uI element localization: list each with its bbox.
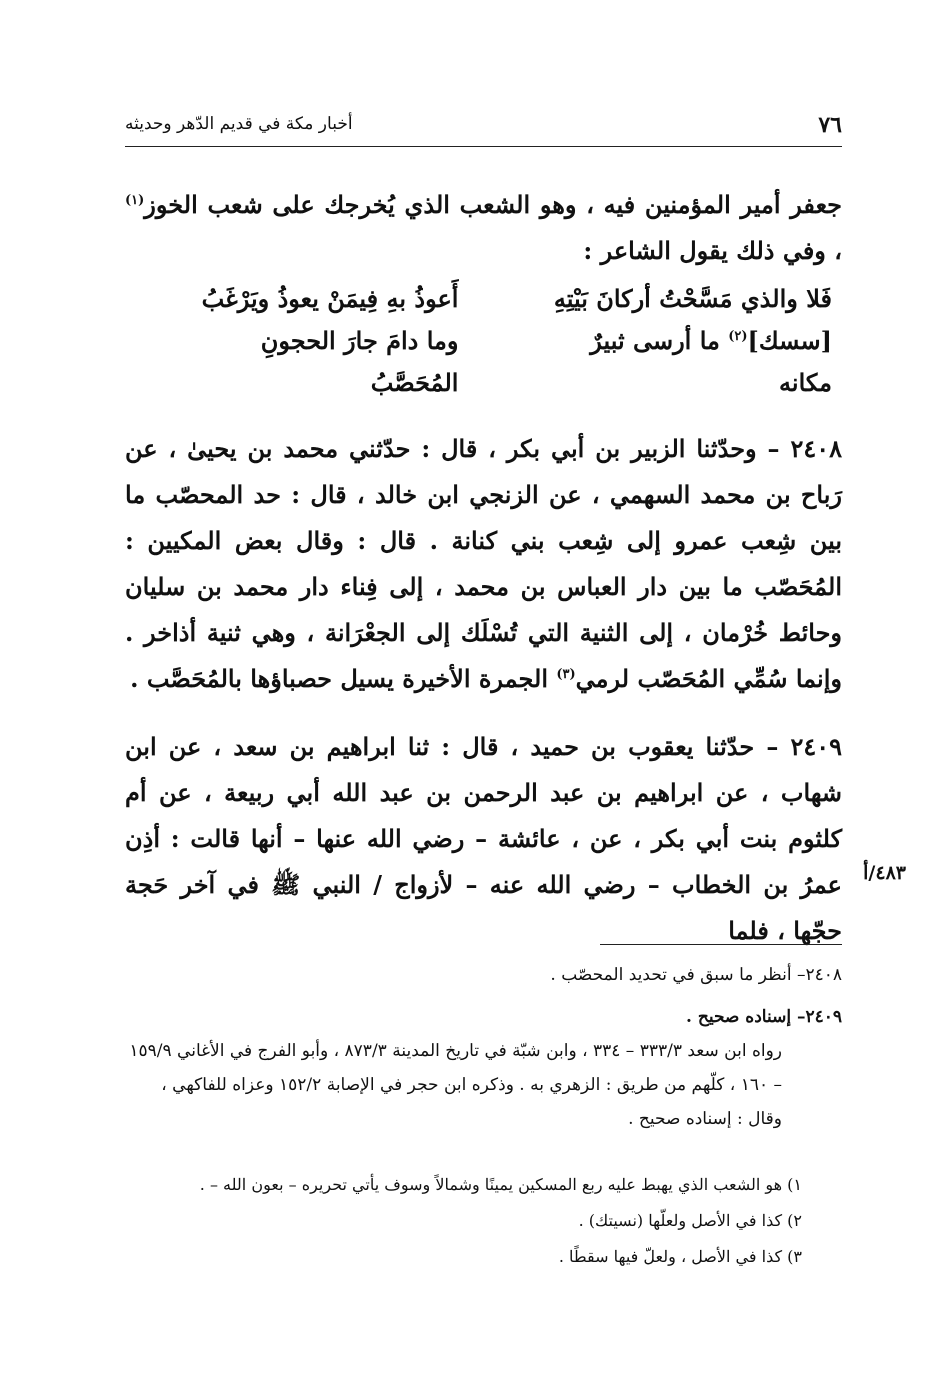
footnote-2408: ٢٤٠٨– أنظر ما سبق في تحديد المحصّب . xyxy=(550,965,842,985)
footnote-1: ١) هو الشعب الذي يهبط عليه ربع المسكين يمينًا وشمالاً وسوف يأتي تحريره – بعون الله – . xyxy=(199,1175,802,1194)
verse-1-second-hemistich: أَعوذُ بهِ فِيمَنْ يعوذُ ويَرْغَبُ xyxy=(201,284,459,313)
page-header xyxy=(125,112,842,140)
verse-1-first-hemistich: فَلا والذي مَسَّحْتُ أركانَ بَيْتِهِ xyxy=(553,284,832,313)
verse-2-bracket: [سسك] xyxy=(747,326,832,355)
verse-2-second-hemistich: وما دامَ جارَ الحجونِ المُحَصَّبُ xyxy=(260,326,459,397)
footnote-ref-3: (٣) xyxy=(556,667,576,682)
intro-text-cont: ، وفي ذلك يقول الشاعر : xyxy=(583,236,842,265)
intro-text: جعفر أمير المؤمنين فيه ، وهو الشعب الذي يُخرجك على شعب الخوز xyxy=(144,190,842,219)
header-rule xyxy=(125,146,842,147)
footnote-ref-1: (١) xyxy=(125,193,145,208)
running-title: أخبار مكة في قديم الدّهر وحديثه xyxy=(125,114,353,134)
footnotes xyxy=(125,958,842,1274)
intro-paragraph xyxy=(125,182,842,274)
verse-line-2 xyxy=(125,320,842,404)
footnote-2409-body: رواه ابن سعد ٣٣٣/٣ – ٣٣٤ ، وابن شبّة في تاريخ المدينة ٨٧٣/٣ ، وأبو الفرج في الأغاني ١٥٩/٩ – ١٦٠ ، كلّهم من طريق : الزهري به . وذكره ابن حجر في الإصابة ١٥٢/٢ وعزاه للفاكهي ، وقال : إسناده صحيح . xyxy=(129,1041,782,1129)
main-text xyxy=(125,182,842,954)
verse-2-first-hemistich xyxy=(539,320,832,404)
paragraph-2408 xyxy=(125,426,842,702)
manuscript-folio-note: ٤٨٣/أ xyxy=(863,862,906,884)
footnote-rule xyxy=(600,944,842,945)
footnote-3: ٣) كذا في الأصل ، ولعلّ فيها سقطًا . xyxy=(558,1247,802,1266)
paragraph-2408-text-cont: الجمرة الأخيرة يسيل حصباؤها بالمُحَصَّب . xyxy=(130,664,557,693)
verse-2-text: ما أرسى ثبيرٌ مكانه xyxy=(590,326,832,397)
page-number: ٧٦ xyxy=(818,112,842,138)
paragraph-2408-text: ٢٤٠٨ – وحدّثنا الزبير بن أبي بكر ، قال : حدّثني محمد بن يحيىٰ ، عن رَباح بن محمد السهمي ، عن الزنجي ابن خالد ، قال : حد المحصّب ما بين شِعب عمرو إلى شِعب بني كنانة . قال : وقال بعض المكيين : المُحَصّب ما بين دار العباس بن محمد ، إلى فِناء دار محمد بن سليان وحائط خُرْمان ، إلى الثنية التي تُسْلَك إلى الجعْرَانة ، وهي ثنية أذاخر . وإنما سُمِّي المُحَصّب لرمي xyxy=(125,434,843,693)
footnote-ref-2: (٢) xyxy=(728,329,748,344)
footnote-2: ٢) كذا في الأصل ولعلّها (نسيتك) . xyxy=(578,1211,802,1230)
footnote-2409-head: ٢٤٠٩– إسناده صحيح . xyxy=(686,1007,842,1027)
poem-verses xyxy=(125,278,842,404)
paragraph-2409: ٢٤٠٩ – حدّثنا يعقوب بن حميد ، قال : ثنا ابراهيم بن سعد ، عن ابن شهاب ، عن ابراهيم بن عبد الرحمن بن عبد الله أبي ربيعة ، عن أم كلثوم بنت أبي بكر ، عن ، عائشة – رضي الله عنها – أنها قالت : أذِن عمرُ بن الخطاب – رضي الله عنه – لأزواج / النبي ﷺ في آخر حَجة حجّها ، فلما xyxy=(125,732,842,945)
verse-line-1 xyxy=(125,278,842,320)
